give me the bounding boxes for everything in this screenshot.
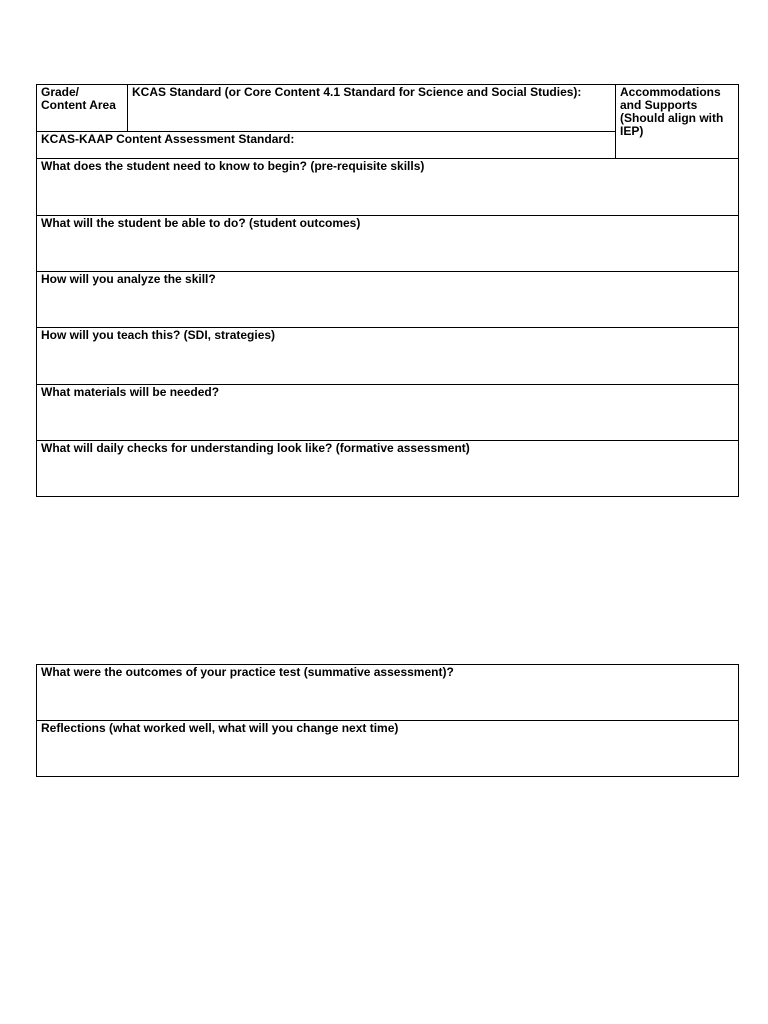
prerequisite-skills-row: What does the student need to know to begin? (pre-requisite skills) — [41, 159, 425, 173]
reflections-row: Reflections (what worked well, what will you change next time) — [41, 721, 399, 735]
kcas-kaap-standard-label: KCAS-KAAP Content Assessment Standard: — [41, 132, 295, 146]
student-outcomes-row: What will the student be able to do? (student outcomes) — [41, 216, 361, 230]
kcas-standard-label: KCAS Standard (or Core Content 4.1 Standard for Science and Social Studies): — [132, 85, 582, 99]
teaching-strategies-row: How will you teach this? (SDI, strategies) — [41, 328, 276, 342]
summative-assessment-row: What were the outcomes of your practice test (summative assessment)? — [41, 665, 454, 679]
accommodations-supports-label: Accommodations and Supports (Should align with IEP) — [620, 85, 724, 138]
formative-assessment-row: What will daily checks for understanding look like? (formative assessment) — [41, 441, 470, 455]
grade-content-area-label: Grade/ Content Area — [41, 85, 116, 112]
materials-needed-row: What materials will be needed? — [41, 385, 220, 399]
analyze-skill-row: How will you analyze the skill? — [41, 272, 216, 286]
